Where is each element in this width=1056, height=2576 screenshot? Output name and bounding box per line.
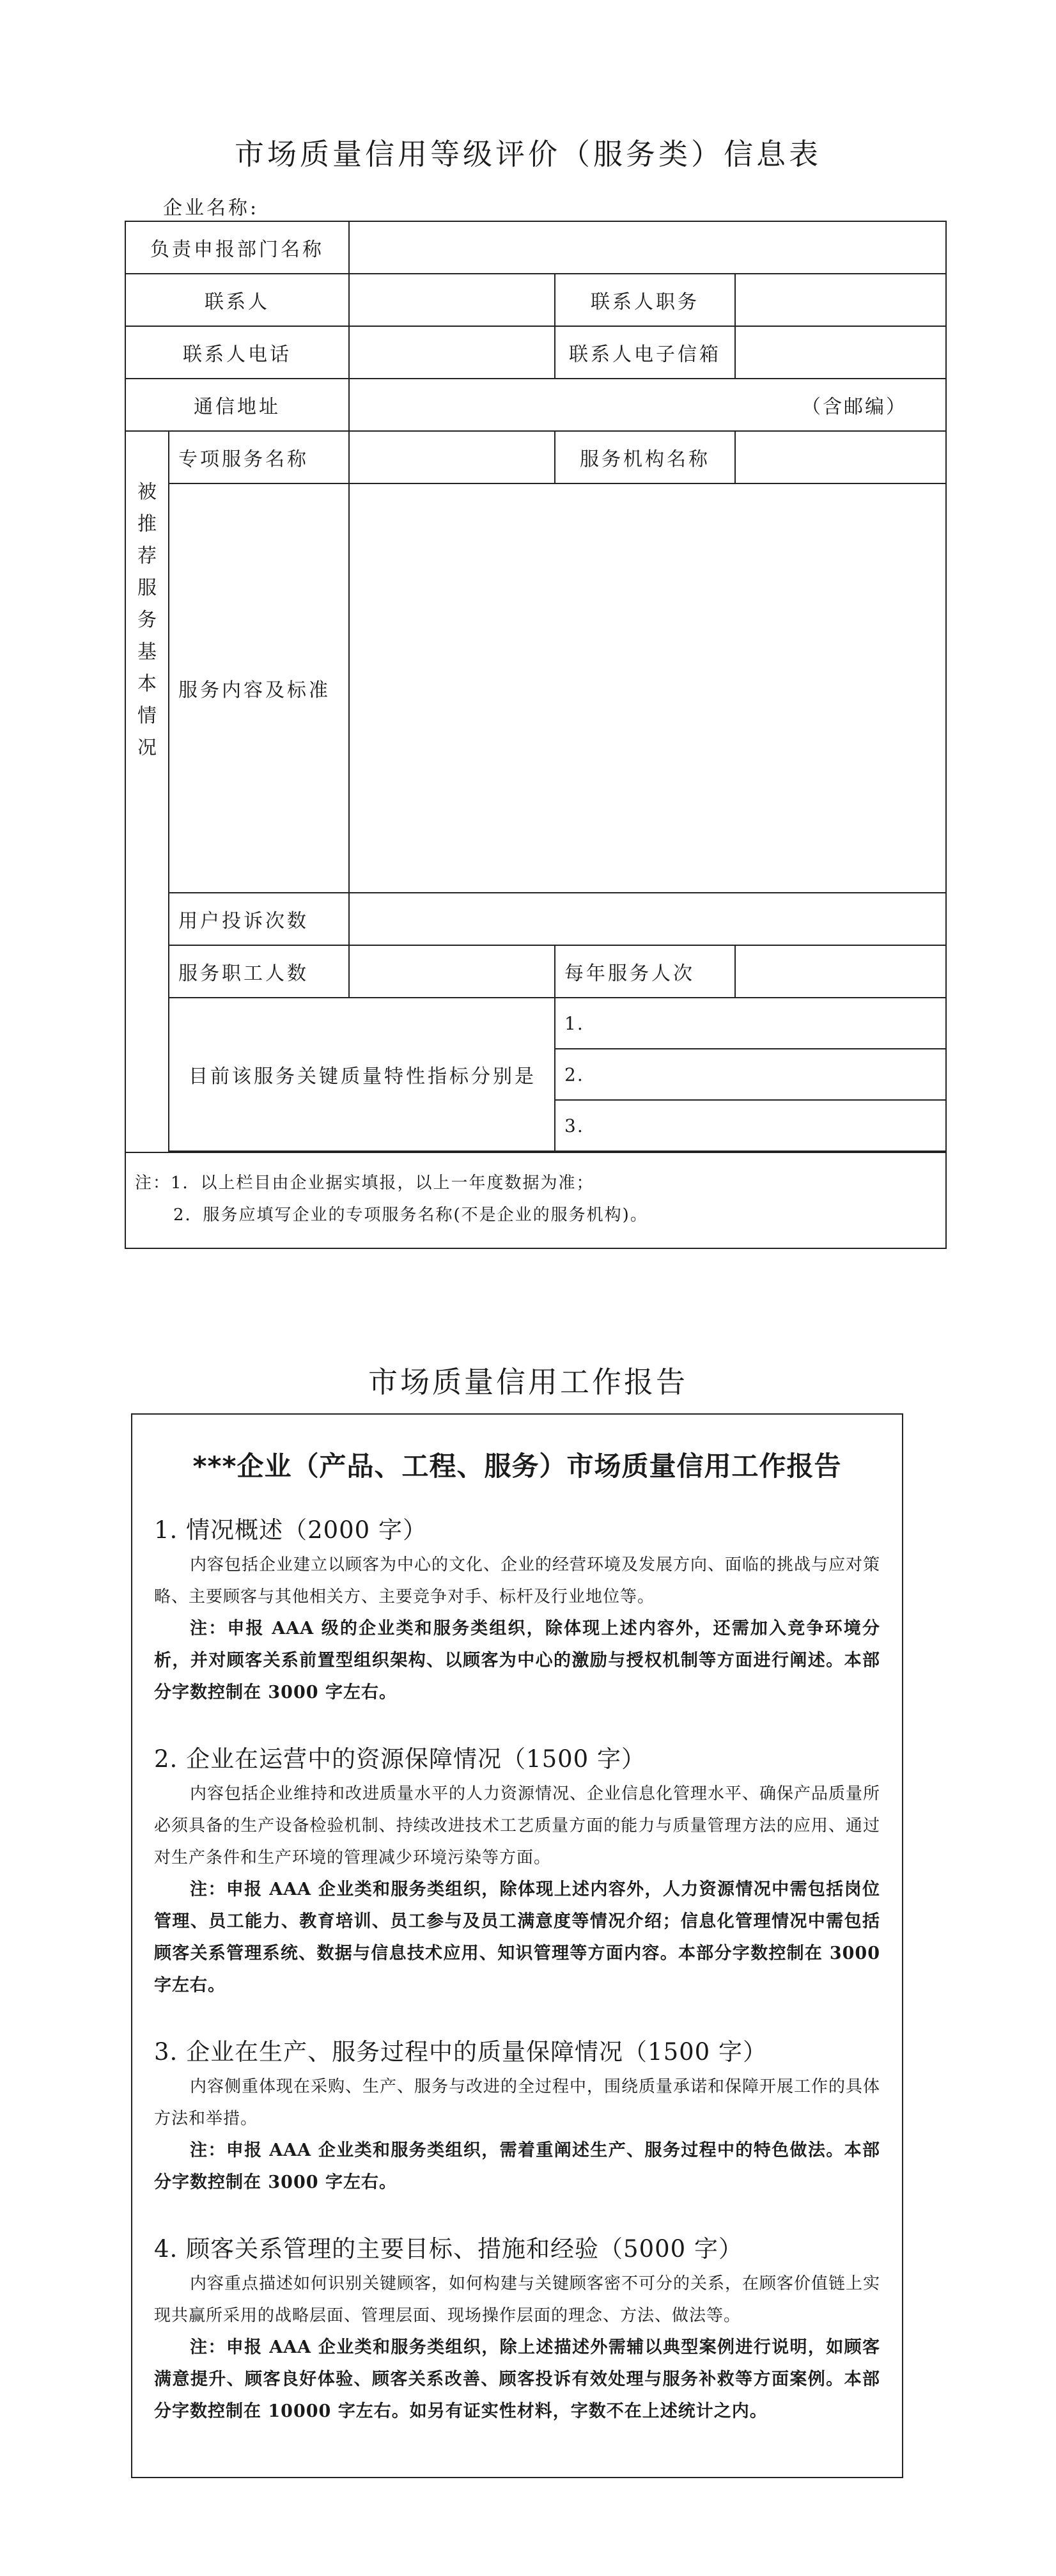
postcode-note[interactable]: （含邮编） (349, 379, 946, 431)
section-heading-1: 1. 情况概述（2000 字） (154, 1516, 427, 1544)
content-value[interactable] (349, 483, 946, 893)
vertical-char: 况 (137, 737, 157, 759)
key-quality-label: 目前该服务关键质量特性指标分别是 (169, 998, 555, 1151)
company-name-label: 企业名称: (163, 197, 260, 219)
info-form-title: 市场质量信用等级评价（服务类）信息表 (235, 137, 821, 171)
complaints-label: 用户投诉次数 (169, 893, 349, 945)
vertical-char: 本 (137, 673, 157, 695)
report-box (131, 1413, 903, 2478)
section-heading-4: 4. 顾客关系管理的主要目标、措施和经验（5000 字） (154, 2235, 743, 2263)
vertical-char: 推 (137, 513, 157, 535)
section-heading-2: 2. 企业在运营中的资源保障情况（1500 字） (154, 1745, 646, 1773)
phone-label: 联系人电话 (125, 326, 349, 379)
report-title: ***企业（产品、工程、服务）市场质量信用工作报告 (192, 1450, 842, 1482)
vertical-char: 情 (137, 705, 157, 727)
email-value[interactable] (735, 326, 946, 379)
contact-value[interactable] (349, 274, 555, 326)
address-label: 通信地址 (125, 379, 349, 431)
service-basic-info-label (125, 431, 169, 1152)
table-row (125, 945, 946, 998)
section-note-1: 注：申报 AAA 级的企业类和服务类组织，除体现上述内容外，还需加入竞争环境分析，并对顾客关系前置型组织架构、以顾客为中心的激励与授权机制等方面进行阐述。本部分字数控制在 3000 字左右。 (154, 1619, 880, 1702)
institution-label: 服务机构名称 (555, 431, 735, 483)
table-row (125, 483, 946, 893)
institution-value[interactable] (735, 431, 946, 483)
section-body-3: 内容侧重体现在采购、生产、服务与改进的全过程中，围绕质量承诺和保障开展工作的具体方法和举措。 (154, 2077, 881, 2128)
vertical-char: 服 (137, 577, 157, 599)
vertical-char: 荐 (137, 545, 157, 567)
staff-label: 服务职工人数 (169, 945, 349, 998)
table-row (125, 326, 946, 379)
table-row (125, 274, 946, 326)
note-1: 注：1．以上栏目由企业据实填报，以上一年度数据为准； (135, 1174, 594, 1193)
table-row (125, 893, 946, 945)
dept-label: 负责申报部门名称 (125, 221, 349, 274)
key-item-3[interactable]: 3. (555, 1100, 946, 1151)
section-note-4: 注：申报 AAA 企业类和服务类组织，除上述描述外需辅以典型案例进行说明，如顾客满意提升、顾客良好体验、顾客关系改善、顾客投诉有效处理与服务补救等方面案例。本部分字数控制在 10000 字左右。如另有证实性材料，字数不在上述统计之内。 (154, 2337, 880, 2421)
report-page-title: 市场质量信用工作报告 (368, 1365, 688, 1399)
table-row (125, 221, 946, 274)
info-form-table (125, 221, 947, 1249)
key-item-2[interactable]: 2. (555, 1049, 946, 1100)
section-body-2: 内容包括企业维持和改进质量水平的人力资源情况、企业信息化管理水平、确保产品质量所必须具备的生产设备检验机制、持续改进技术工艺质量方面的能力与质量管理方法的应用、通过对生产条件和生产环境的管理减少环境污染等方面。 (154, 1784, 881, 1867)
vertical-char: 务 (137, 609, 157, 631)
service-name-label: 专项服务名称 (169, 431, 349, 483)
section-heading-3: 3. 企业在生产、服务过程中的质量保障情况（1500 字） (154, 2038, 767, 2066)
vertical-char: 被 (137, 481, 157, 503)
content-label: 服务内容及标准 (169, 483, 349, 893)
service-name-value[interactable] (349, 431, 555, 483)
yearly-value[interactable] (735, 945, 946, 998)
yearly-label: 每年服务人次 (555, 945, 735, 998)
phone-value[interactable] (349, 326, 555, 379)
form-notes (125, 1152, 946, 1248)
email-label: 联系人电子信箱 (555, 326, 735, 379)
contact-position-label: 联系人职务 (555, 274, 735, 326)
section-note-3: 注：申报 AAA 企业类和服务类组织，需着重阐述生产、服务过程中的特色做法。本部分字数控制在 3000 字左右。 (154, 2140, 880, 2192)
note-2: 2．服务应填写企业的专项服务名称(不是企业的服务机构)。 (173, 1206, 648, 1225)
table-row (125, 998, 946, 1049)
table-row (125, 431, 946, 483)
vertical-char: 基 (137, 641, 157, 663)
contact-position-value[interactable] (735, 274, 946, 326)
dept-value[interactable] (349, 221, 946, 274)
section-note-2: 注：申报 AAA 企业类和服务类组织，除体现上述内容外，人力资源情况中需包括岗位管理、员工能力、教育培训、员工参与及员工满意度等情况介绍；信息化管理情况中需包括顾客关系管理系统、数据与信息技术应用、知识管理等方面内容。本部分字数控制在 3000 字左右。 (154, 1880, 880, 1995)
contact-label: 联系人 (125, 274, 349, 326)
key-item-1[interactable]: 1. (555, 998, 946, 1049)
table-row (125, 379, 946, 431)
table-row (125, 1152, 946, 1248)
staff-value[interactable] (349, 945, 555, 998)
section-body-1: 内容包括企业建立以顾客为中心的文化、企业的经营环境及发展方向、面临的挑战与应对策略、主要顾客与其他相关方、主要竞争对手、标杆及行业地位等。 (154, 1555, 881, 1606)
section-body-4: 内容重点描述如何识别关键顾客，如何构建与关键顾客密不可分的关系，在顾客价值链上实现共赢所采用的战略层面、管理层面、现场操作层面的理念、方法、做法等。 (154, 2274, 881, 2325)
complaints-value[interactable] (349, 893, 946, 945)
